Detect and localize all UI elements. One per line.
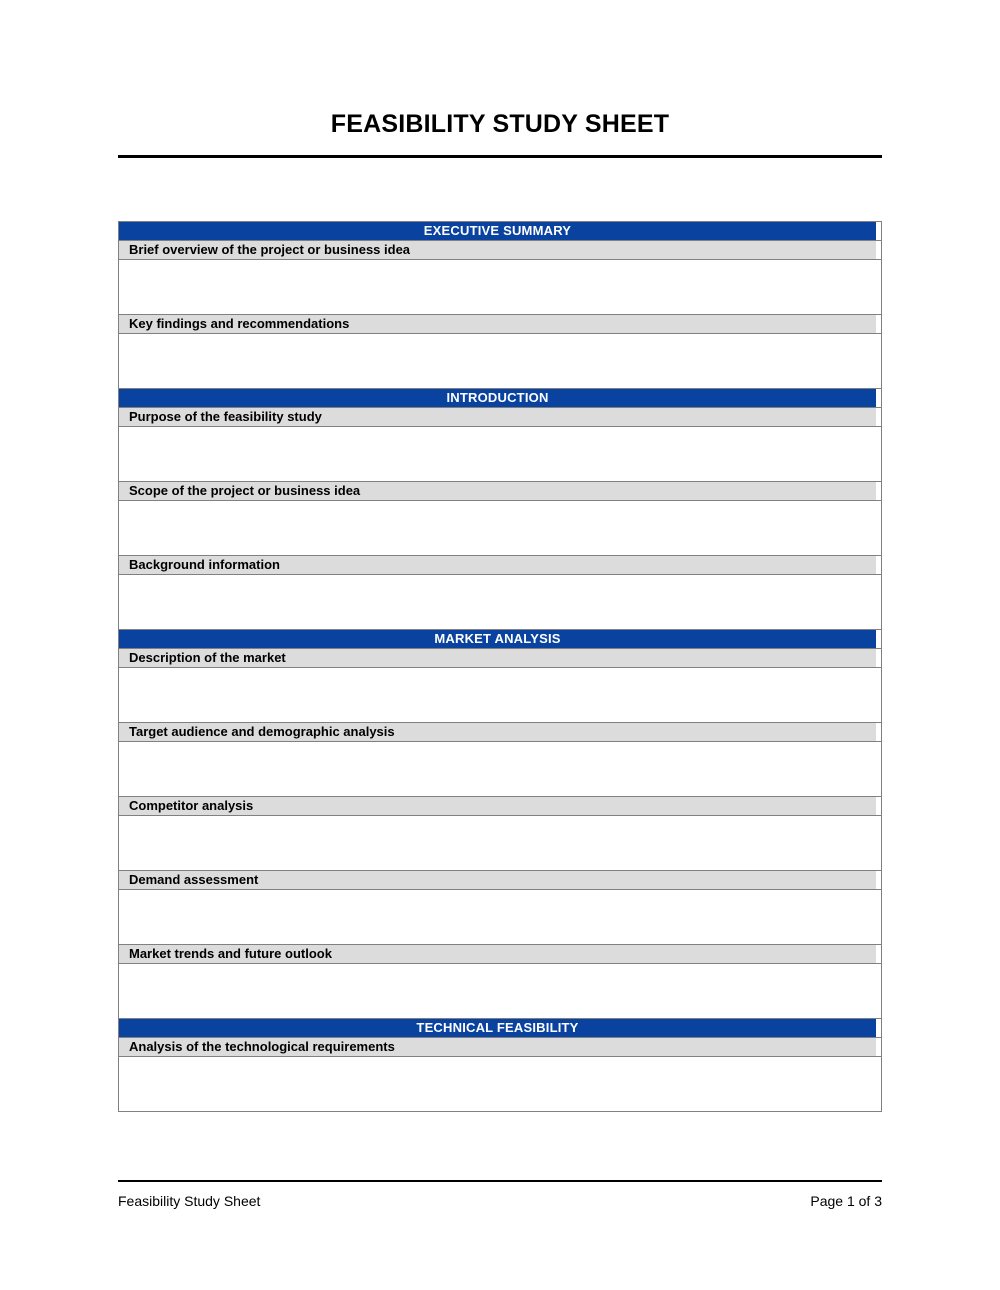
field-label-row: [119, 482, 881, 501]
field-label-row: [119, 1038, 881, 1057]
section-header-label: EXECUTIVE SUMMARY: [423, 223, 572, 238]
footer-document-name: Feasibility Study Sheet: [118, 1193, 261, 1209]
section-header: [119, 389, 881, 408]
section-header: [119, 1019, 881, 1038]
field-label: Purpose of the feasibility study: [129, 409, 322, 424]
field-label-row: [119, 797, 881, 816]
footer-page-number: Page 1 of 3: [810, 1193, 882, 1209]
section-header-label: TECHNICAL FEASIBILITY: [416, 1020, 579, 1035]
field-label-row: [119, 649, 881, 668]
field-answer-row[interactable]: [119, 1057, 881, 1112]
field-answer-input[interactable]: [119, 427, 881, 481]
footer-row: [118, 1192, 882, 1210]
field-label-row: [119, 723, 881, 742]
field-answer-row[interactable]: [119, 260, 881, 315]
field-label-row: [119, 556, 881, 575]
field-answer-row[interactable]: [119, 575, 881, 630]
field-answer-row[interactable]: [119, 890, 881, 945]
field-answer-row[interactable]: [119, 334, 881, 389]
section-header-label: MARKET ANALYSIS: [434, 631, 561, 646]
field-answer-input[interactable]: [119, 816, 881, 870]
field-label: Analysis of the technological requirements: [129, 1039, 395, 1054]
field-answer-row[interactable]: [119, 816, 881, 871]
field-label-row: [119, 871, 881, 890]
field-answer-input[interactable]: [119, 334, 881, 388]
section-header: [119, 630, 881, 649]
field-answer-row[interactable]: [119, 742, 881, 797]
field-answer-row[interactable]: [119, 964, 881, 1019]
field-label: Scope of the project or business idea: [129, 483, 361, 498]
field-label: Description of the market: [129, 650, 286, 665]
field-answer-input[interactable]: [119, 501, 881, 555]
field-label-row: [119, 241, 881, 260]
field-label: Competitor analysis: [129, 798, 254, 813]
field-label: Key findings and recommendations: [129, 316, 350, 331]
field-answer-input[interactable]: [119, 964, 881, 1018]
footer-divider: [118, 1180, 882, 1182]
field-label-row: [119, 315, 881, 334]
field-label: Market trends and future outlook: [129, 946, 332, 961]
field-label: Background information: [129, 557, 280, 572]
field-label-row: [119, 408, 881, 427]
field-answer-input[interactable]: [119, 260, 881, 314]
document-header: [118, 108, 882, 158]
field-label-row: [119, 945, 881, 964]
field-label: Target audience and demographic analysis: [129, 724, 395, 739]
feasibility-form-table: [118, 221, 882, 1112]
field-label: Brief overview of the project or business idea: [129, 242, 411, 257]
field-answer-input[interactable]: [119, 668, 881, 722]
page-title: FEASIBILITY STUDY SHEET: [330, 110, 670, 138]
field-label: Demand assessment: [129, 872, 259, 887]
field-answer-input[interactable]: [119, 890, 881, 944]
field-answer-row[interactable]: [119, 668, 881, 723]
field-answer-input[interactable]: [119, 1057, 881, 1111]
field-answer-input[interactable]: [119, 575, 881, 629]
field-answer-row[interactable]: [119, 427, 881, 482]
title-divider: [118, 155, 882, 158]
document-footer: [118, 1180, 882, 1210]
section-header-label: INTRODUCTION: [446, 390, 549, 405]
section-header: [119, 222, 881, 241]
field-answer-input[interactable]: [119, 742, 881, 796]
field-answer-row[interactable]: [119, 501, 881, 556]
